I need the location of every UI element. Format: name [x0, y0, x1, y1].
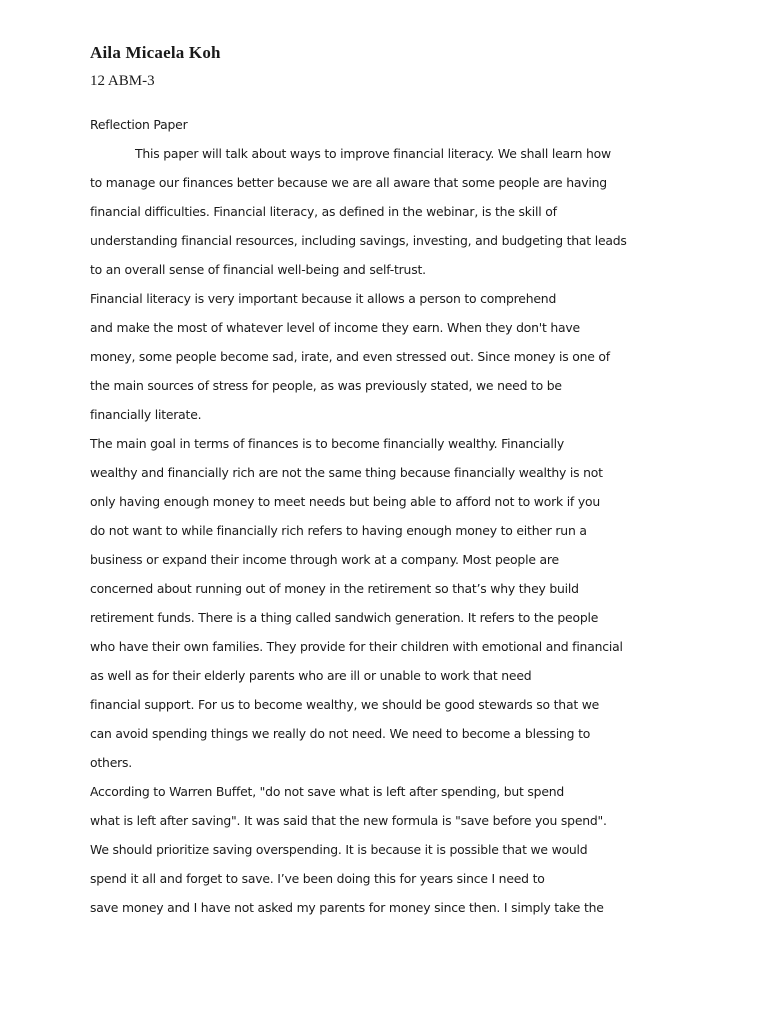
paragraph-line: financially literate.: [90, 407, 202, 422]
paragraph-line: concerned about running out of money in the retirement so that’s why they build: [90, 581, 579, 596]
paragraph-line: and make the most of whatever level of income they earn. When they don't have: [90, 320, 580, 335]
paragraph-line: According to Warren Buffet, "do not save what is left after spending, but spend: [90, 784, 565, 799]
paragraph-line: to an overall sense of financial well-being and self-trust.: [90, 262, 426, 277]
document-body: [90, 110, 627, 922]
paragraph-line: spend it all and forget to save. I’ve been doing this for years since I need to: [90, 871, 545, 886]
author-name: Aila Micaela Koh: [90, 43, 221, 62]
paragraph-line: This paper will talk about ways to improve financial literacy. We shall learn how: [135, 146, 611, 161]
paragraph-line: Financial literacy is very important because it allows a person to comprehend: [90, 291, 557, 306]
paragraph-line: to manage our finances better because we are all aware that some people are having: [90, 175, 607, 190]
paragraph-line: do not want to while financially rich refers to having enough money to either run a: [90, 523, 587, 538]
paragraph-line: the main sources of stress for people, as was previously stated, we need to be: [90, 378, 562, 393]
paragraph-line: can avoid spending things we really do not need. We need to become a blessing to: [90, 726, 591, 741]
paragraph-line: business or expand their income through work at a company. Most people are: [90, 552, 559, 567]
paragraph-line: what is left after saving". It was said that the new formula is "save before you spend".: [90, 813, 607, 828]
paragraph-line: save money and I have not asked my parents for money since then. I simply take the: [90, 900, 604, 915]
paragraph-line: financial support. For us to become wealthy, we should be good stewards so that we: [90, 697, 600, 712]
paragraph-line: who have their own families. They provide for their children with emotional and financial: [90, 639, 623, 654]
paragraph-line: only having enough money to meet needs but being able to afford not to work if you: [90, 494, 601, 509]
paragraph-line: The main goal in terms of finances is to become financially wealthy. Financially: [90, 436, 564, 451]
paragraph-line: wealthy and financially rich are not the same thing because financially wealthy is not: [90, 465, 603, 480]
document-title: Reflection Paper: [90, 117, 188, 132]
paragraph-line: others.: [90, 755, 133, 770]
paragraph-line: understanding financial resources, including savings, investing, and budgeting that leads: [90, 233, 627, 248]
paragraph-line: as well as for their elderly parents who are ill or unable to work that need: [90, 668, 532, 683]
class-section: 12 ABM-3: [90, 73, 155, 89]
paragraph-line: retirement funds. There is a thing called sandwich generation. It refers to the people: [90, 610, 599, 625]
paragraph-line: We should prioritize saving overspending. It is because it is possible that we would: [90, 842, 588, 857]
paragraph-line: financial difficulties. Financial literacy, as defined in the webinar, is the skill of: [90, 204, 557, 219]
paragraph-line: money, some people become sad, irate, and even stressed out. Since money is one of: [90, 349, 610, 364]
